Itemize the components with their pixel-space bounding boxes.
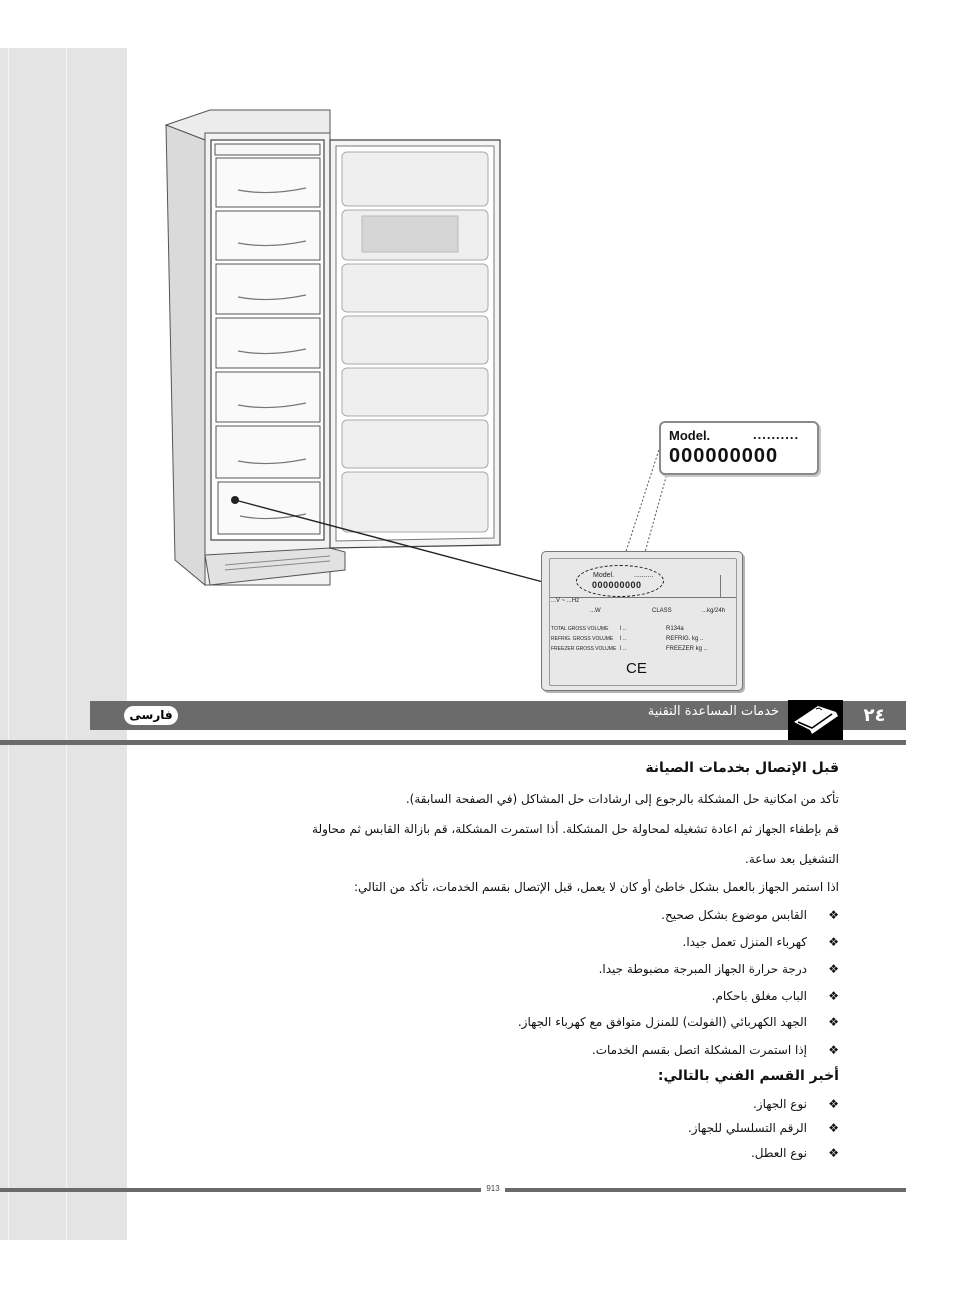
list-item: ❖الباب مغلق باحكام.	[711, 989, 839, 1003]
plate-class: CLASS	[652, 608, 672, 614]
list-item: ❖كهرباء المنزل تعمل جيدا.	[682, 935, 839, 949]
plate-capacity: ...kg/24h	[702, 608, 726, 614]
plate-voltage: ...V ~ ...Hz	[551, 598, 580, 604]
plate-refrig-volume: REFRIG. GROSS VOLUME	[551, 636, 614, 642]
plate-refrigerant: R134a	[666, 626, 684, 632]
diamond-bullet-icon: ❖	[828, 989, 839, 1003]
plate-total-unit: l ..	[620, 626, 627, 632]
list-item: ❖نوع العطل.	[750, 1146, 839, 1160]
list-item: ❖القابس موضوع بشكل صحيح.	[661, 908, 839, 922]
list-item: ❖الرقم التسلسلي للجهاز.	[687, 1121, 839, 1135]
diamond-bullet-icon: ❖	[828, 1121, 839, 1135]
diamond-bullet-icon: ❖	[828, 908, 839, 922]
plate-wattage: ...W	[590, 608, 601, 614]
bottom-divider	[0, 1188, 481, 1192]
plate-refrig-kg: REFRIG. kg ..	[666, 636, 704, 642]
open-book-icon	[788, 700, 843, 740]
plate-model-number: 000000000	[592, 580, 642, 590]
diamond-bullet-icon: ❖	[828, 935, 839, 949]
plate-freezer-kg: FREEZER kg ..	[666, 646, 708, 652]
paragraph-if-still-failing: اذا استمر الجهاز بالعمل بشكل خاطئ أو كان لا يعمل، قبل الإتصال بقسم الخدمات، تأكد من التالي:	[353, 880, 839, 894]
diamond-bullet-icon: ❖	[828, 1146, 839, 1160]
callout-model-dots: ..........	[753, 427, 800, 442]
list-item: ❖إذا استمرت المشكلة اتصل بقسم الخدمات.	[591, 1043, 839, 1057]
plate-freezer-volume: FREEZER GROSS VOLUME	[551, 646, 617, 652]
list-item: ❖نوع الجهاز.	[752, 1097, 839, 1111]
bottom-divider	[505, 1188, 906, 1192]
plate-refrig-unit: l ..	[620, 636, 627, 642]
drawers	[216, 158, 320, 534]
ce-mark: CE	[626, 660, 647, 677]
heading-inform-technician: أخبر القسم الفني بالتالي:	[657, 1068, 839, 1084]
callout-model-label: Model.	[669, 428, 711, 443]
plate-freezer-unit: l ..	[620, 646, 627, 652]
page-number: 913	[486, 1184, 500, 1193]
list-item: ❖الجهد الكهربائي (الفولت) للمنزل متوافق مع كهرباء الجهاز.	[517, 1015, 839, 1029]
paragraph-check-troubleshooting: تأكد من امكانية حل المشكلة بالرجوع إلى ارشادات حل المشاكل (في الصفحة السابقة).	[405, 792, 839, 806]
plate-total-volume: TOTAL GROSS VOLUME	[551, 626, 609, 632]
section-title: خدمات المساعدة التقنية	[647, 704, 779, 719]
section-number: ٢٤	[863, 705, 886, 726]
language-badge: فارسى	[124, 706, 178, 725]
section-header-bar	[90, 701, 906, 730]
heading-before-calling: قبل الإتصال بخدمات الصيانة	[645, 760, 839, 776]
diamond-bullet-icon: ❖	[828, 1097, 839, 1111]
model-label-callout	[659, 421, 819, 475]
rating-plate	[541, 551, 743, 691]
callout-model-number: 000000000	[669, 445, 779, 467]
diamond-bullet-icon: ❖	[828, 962, 839, 976]
diamond-bullet-icon: ❖	[828, 1015, 839, 1029]
paragraph-restart-line1: قم بإطفاء الجهاز ثم اعادة تشغيله لمحاولة حل المشكلة. أذا استمرت المشكلة، قم بازالة القابس ثم محاولة	[312, 822, 839, 836]
plate-model-dots: ..........	[634, 572, 654, 579]
plate-model-label: Model.	[593, 572, 615, 579]
diamond-bullet-icon: ❖	[828, 1043, 839, 1057]
list-item: ❖درجة حرارة الجهاز المبرجة مضبوطة جيدا.	[598, 962, 839, 976]
top-divider	[0, 740, 906, 745]
paragraph-restart-line2: التشغيل بعد ساعة.	[745, 852, 839, 866]
